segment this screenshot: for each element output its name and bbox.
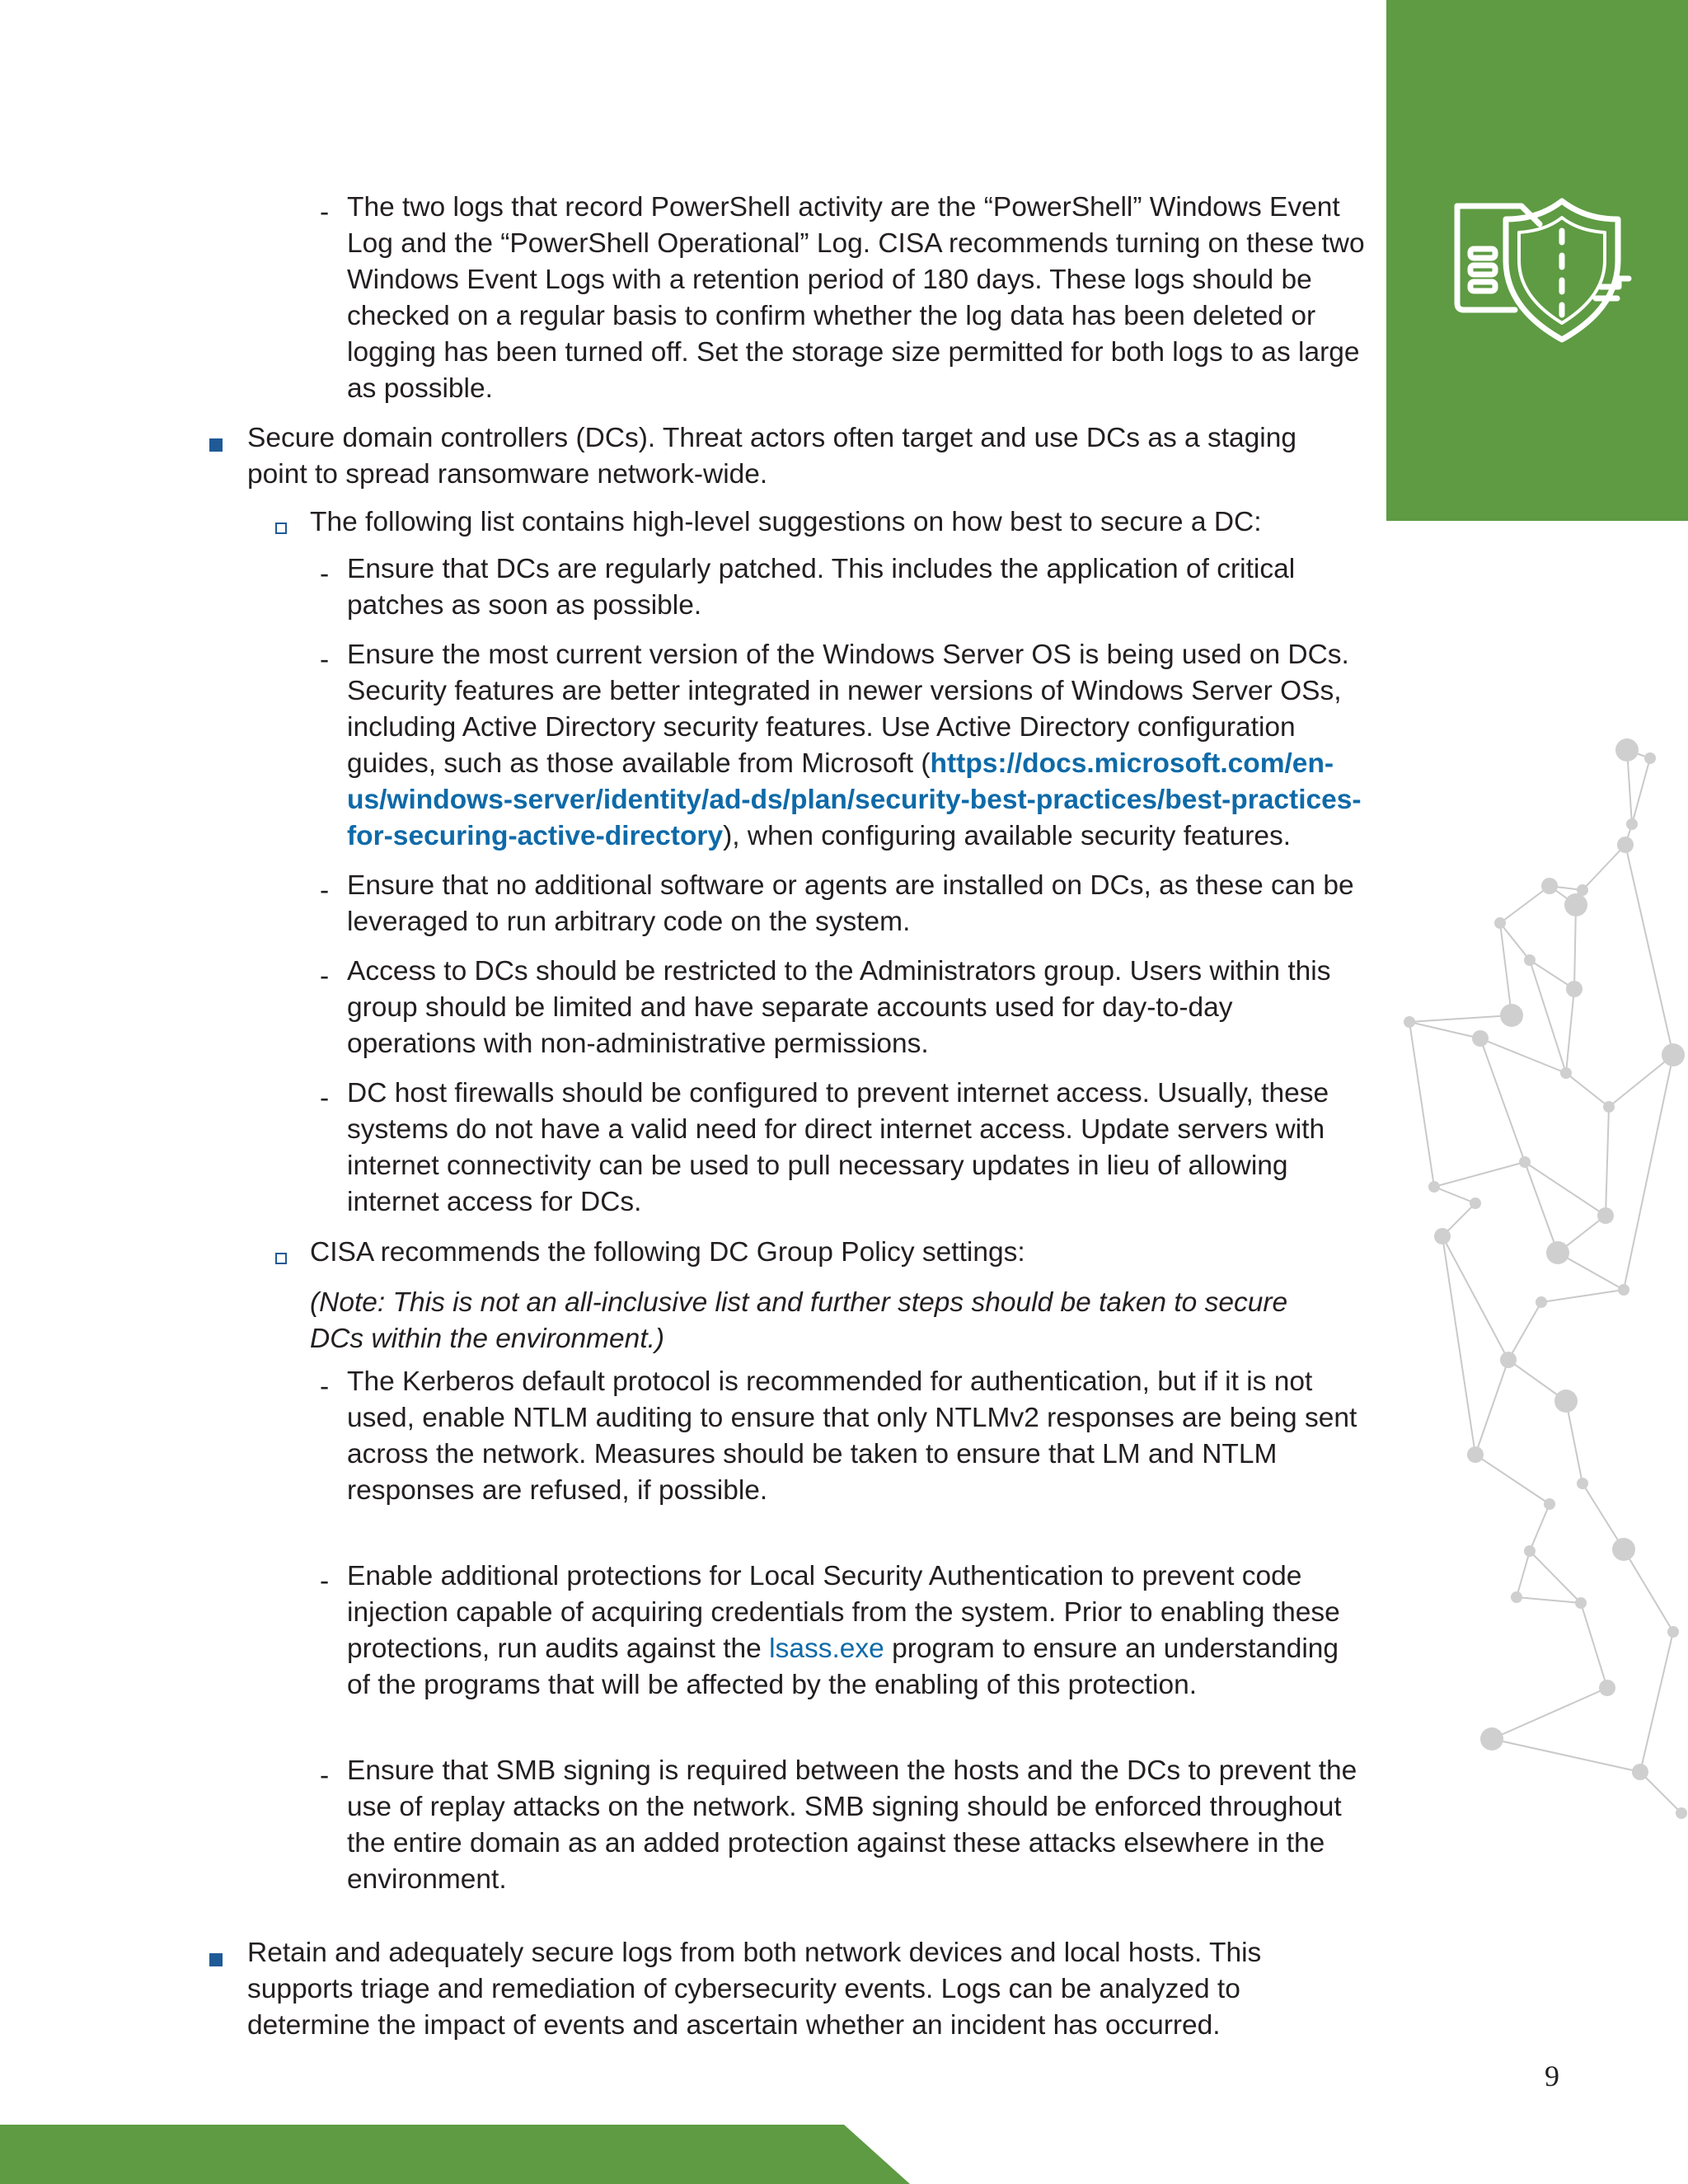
globe-link bbox=[1640, 1632, 1673, 1772]
microsoft-ad-guide-link[interactable]: https://docs.microsoft.com/en-us/windows-server/identity/ad-ds/plan/security-best-practices/best-practices-for-securing-active-directory bbox=[347, 748, 1362, 851]
globe-node bbox=[1467, 1446, 1484, 1463]
globe-link bbox=[1566, 1073, 1609, 1107]
shield-document-icon bbox=[1442, 190, 1640, 354]
item-text: Access to DCs should be restricted to the Administrators group. Users within this group should be limited and have separate accounts used for day-to-day operations with non-administrative permissions. bbox=[347, 956, 1331, 1059]
globe-link bbox=[1500, 923, 1512, 1015]
globe-node bbox=[1564, 893, 1587, 916]
globe-link bbox=[1480, 1038, 1525, 1162]
globe-link bbox=[1480, 1038, 1566, 1073]
item-text: The Kerberos default protocol is recommended for authentication, but if it is not used, enable NTLM auditing to ensure that only NTLMv2 responses are being sent across the network. Measures should be taken to ensure that LM and NTLM responses are refused, if possible. bbox=[347, 1366, 1357, 1506]
globe-node bbox=[1500, 1004, 1523, 1027]
globe-node bbox=[1470, 1197, 1481, 1209]
item-text: The following list contains high-level suggestions on how best to secure a DC: bbox=[310, 507, 1262, 537]
item-text bbox=[347, 637, 1373, 855]
group-policy-note bbox=[310, 1285, 1348, 1357]
globe-node bbox=[1618, 1284, 1629, 1296]
footer-green-bar bbox=[0, 2125, 910, 2184]
dash-marker: - bbox=[320, 961, 330, 991]
globe-link bbox=[1606, 1107, 1609, 1216]
list-item-dc-os bbox=[347, 637, 1373, 855]
item-text: DC host firewalls should be configured to prevent internet access. Usually, these systems do not have a valid need for direct internet access. Update servers with internet connectivity can be used to pull necessary updates in lieu of allowing internet access for DCs. bbox=[347, 1078, 1329, 1217]
globe-link bbox=[1624, 1055, 1673, 1290]
list-item-powershell-logs bbox=[347, 190, 1369, 407]
globe-link bbox=[1574, 905, 1576, 989]
globe-link bbox=[1530, 1504, 1550, 1551]
square-bullet bbox=[209, 1953, 223, 1966]
list-item-dc-access bbox=[347, 954, 1369, 1062]
globe-link bbox=[1640, 1772, 1681, 1813]
globe-node bbox=[1662, 1043, 1685, 1066]
item-text-post: program to ensure an understanding of the programs that will be affected by the enabling of this protection. bbox=[347, 1633, 1339, 1700]
dash-marker: - bbox=[320, 1566, 330, 1596]
list-item-retain-logs bbox=[247, 1935, 1352, 2044]
globe-node bbox=[1615, 738, 1639, 762]
globe-node bbox=[1644, 752, 1656, 764]
item-text-pre: Enable additional protections for Local Security Authentication to prevent code injection capable of acquiring credentials from the system. Prior to enabling these protections, run audits against the bbox=[347, 1561, 1340, 1664]
globe-link bbox=[1525, 1162, 1606, 1216]
globe-node bbox=[1554, 1390, 1578, 1413]
globe-link bbox=[1492, 1688, 1607, 1739]
globe-node bbox=[1472, 1030, 1489, 1047]
globe-link bbox=[1409, 1015, 1512, 1022]
item-text: Ensure that no additional software or agents are installed on DCs, as these can be leveraged to run arbitrary code on the system. bbox=[347, 870, 1354, 937]
globe-node bbox=[1603, 1101, 1615, 1113]
globe-node bbox=[1536, 1296, 1547, 1308]
globe-link bbox=[1442, 1236, 1475, 1455]
hollow-square-bullet bbox=[275, 1253, 287, 1264]
globe-link bbox=[1566, 989, 1574, 1073]
globe-node bbox=[1632, 1764, 1648, 1780]
item-text: Ensure that SMB signing is required between the hosts and the DCs to prevent the use of replay attacks on the network. SMB signing should be enforced throughout the entire domain as an added protection against these attacks elsewhere in the environment. bbox=[347, 1755, 1357, 1895]
globe-node bbox=[1434, 1228, 1451, 1244]
item-text: The two logs that record PowerShell activity are the “PowerShell” Windows Event Log and the “PowerShell Operational” Log. CISA recommends turning on these two Windows Event Logs with a retention period of 180 days. These logs should be checked on a regular basis to confirm whether the log data has been deleted or logging has been turned off. Set the storage size permitted for both logs to as large as possible. bbox=[347, 192, 1365, 404]
list-item-dc-suggestions bbox=[310, 504, 1365, 541]
globe-link bbox=[1492, 1739, 1640, 1772]
globe-node bbox=[1617, 837, 1634, 853]
dash-marker: - bbox=[320, 875, 330, 906]
globe-link bbox=[1500, 886, 1550, 923]
globe-node bbox=[1428, 1181, 1440, 1193]
globe-node bbox=[1566, 981, 1582, 997]
item-text: Retain and adequately secure logs from both network devices and local hosts. This supports triage and remediation of cybersecurity events. Logs can be analyzed to determine the impact of events and ascertain whether an incident has occurred. bbox=[247, 1938, 1262, 2041]
list-item-group-policy bbox=[310, 1235, 1365, 1271]
dash-marker: - bbox=[320, 1083, 330, 1113]
globe-node bbox=[1494, 917, 1506, 929]
network-globe-icon bbox=[1376, 676, 1688, 1896]
globe-node bbox=[1524, 954, 1536, 966]
globe-node bbox=[1597, 1207, 1614, 1224]
globe-link bbox=[1541, 1290, 1624, 1302]
globe-node bbox=[1544, 1498, 1555, 1510]
globe-link bbox=[1530, 1551, 1581, 1603]
item-text: CISA recommends the following DC Group Policy settings: bbox=[310, 1237, 1025, 1268]
globe-link bbox=[1624, 1549, 1673, 1632]
dash-marker: - bbox=[320, 1371, 330, 1402]
globe-link bbox=[1625, 845, 1673, 1055]
globe-link bbox=[1632, 758, 1650, 824]
globe-link bbox=[1475, 1360, 1508, 1455]
globe-node bbox=[1546, 1241, 1569, 1264]
item-text-post: ), when configuring available security features. bbox=[723, 821, 1292, 851]
globe-node bbox=[1511, 1591, 1522, 1603]
globe-link bbox=[1409, 1022, 1480, 1038]
globe-link bbox=[1434, 1187, 1475, 1203]
globe-node bbox=[1541, 878, 1558, 894]
lsass-program-name: lsass.exe bbox=[769, 1633, 884, 1664]
globe-link bbox=[1581, 1603, 1607, 1688]
list-item-secure-dcs bbox=[247, 420, 1352, 493]
item-text: Secure domain controllers (DCs). Threat actors often target and use DCs as a staging point to spread ransomware network-wide. bbox=[247, 423, 1296, 490]
globe-link bbox=[1517, 1551, 1530, 1597]
dash-marker: - bbox=[320, 1760, 330, 1791]
globe-node bbox=[1612, 1538, 1635, 1561]
list-item-dc-firewall bbox=[347, 1076, 1369, 1221]
hollow-square-bullet bbox=[275, 523, 287, 534]
list-item-dc-software bbox=[347, 868, 1369, 940]
note-text: (Note: This is not an all-inclusive list and further steps should be taken to secure DCs within the environment.) bbox=[310, 1287, 1288, 1354]
globe-link bbox=[1409, 1022, 1434, 1187]
globe-node bbox=[1500, 1352, 1517, 1368]
globe-link bbox=[1475, 1455, 1550, 1504]
item-text bbox=[347, 1558, 1369, 1704]
globe-node bbox=[1676, 1807, 1687, 1819]
globe-node bbox=[1519, 1156, 1531, 1168]
globe-node bbox=[1577, 1478, 1588, 1489]
globe-node bbox=[1599, 1680, 1615, 1696]
globe-link bbox=[1525, 1162, 1558, 1253]
globe-link bbox=[1582, 1483, 1624, 1549]
item-text-pre: Ensure the most current version of the Windows Server OS is being used on DCs. Security features are better integrated in newer versions of Windows Server OSs, including Active Directory security features. Use Active Directory configuration guides, such as those available from Microsoft ( bbox=[347, 640, 1349, 779]
globe-link bbox=[1434, 1162, 1525, 1187]
page-number: 9 bbox=[1545, 2060, 1559, 2093]
globe-node bbox=[1667, 1626, 1679, 1638]
list-item-lsa bbox=[347, 1558, 1369, 1704]
list-item-dc-patched bbox=[347, 551, 1369, 624]
globe-node bbox=[1404, 1016, 1415, 1028]
list-item-kerberos bbox=[347, 1364, 1369, 1509]
dash-marker: - bbox=[320, 197, 330, 227]
globe-node bbox=[1524, 1545, 1536, 1557]
globe-link bbox=[1582, 845, 1625, 890]
globe-node bbox=[1560, 1067, 1572, 1079]
list-item-smb-signing bbox=[347, 1753, 1369, 1898]
globe-link bbox=[1508, 1302, 1541, 1360]
globe-node bbox=[1480, 1727, 1503, 1750]
dash-marker: - bbox=[320, 644, 330, 675]
globe-link bbox=[1517, 1597, 1581, 1603]
globe-node bbox=[1626, 818, 1638, 830]
dash-marker: - bbox=[320, 559, 330, 589]
item-text: Ensure that DCs are regularly patched. This includes the application of critical patches as soon as possible. bbox=[347, 554, 1296, 621]
globe-link bbox=[1566, 1401, 1582, 1483]
square-bullet bbox=[209, 438, 223, 452]
globe-link bbox=[1530, 960, 1566, 1073]
globe-node bbox=[1575, 1597, 1587, 1609]
